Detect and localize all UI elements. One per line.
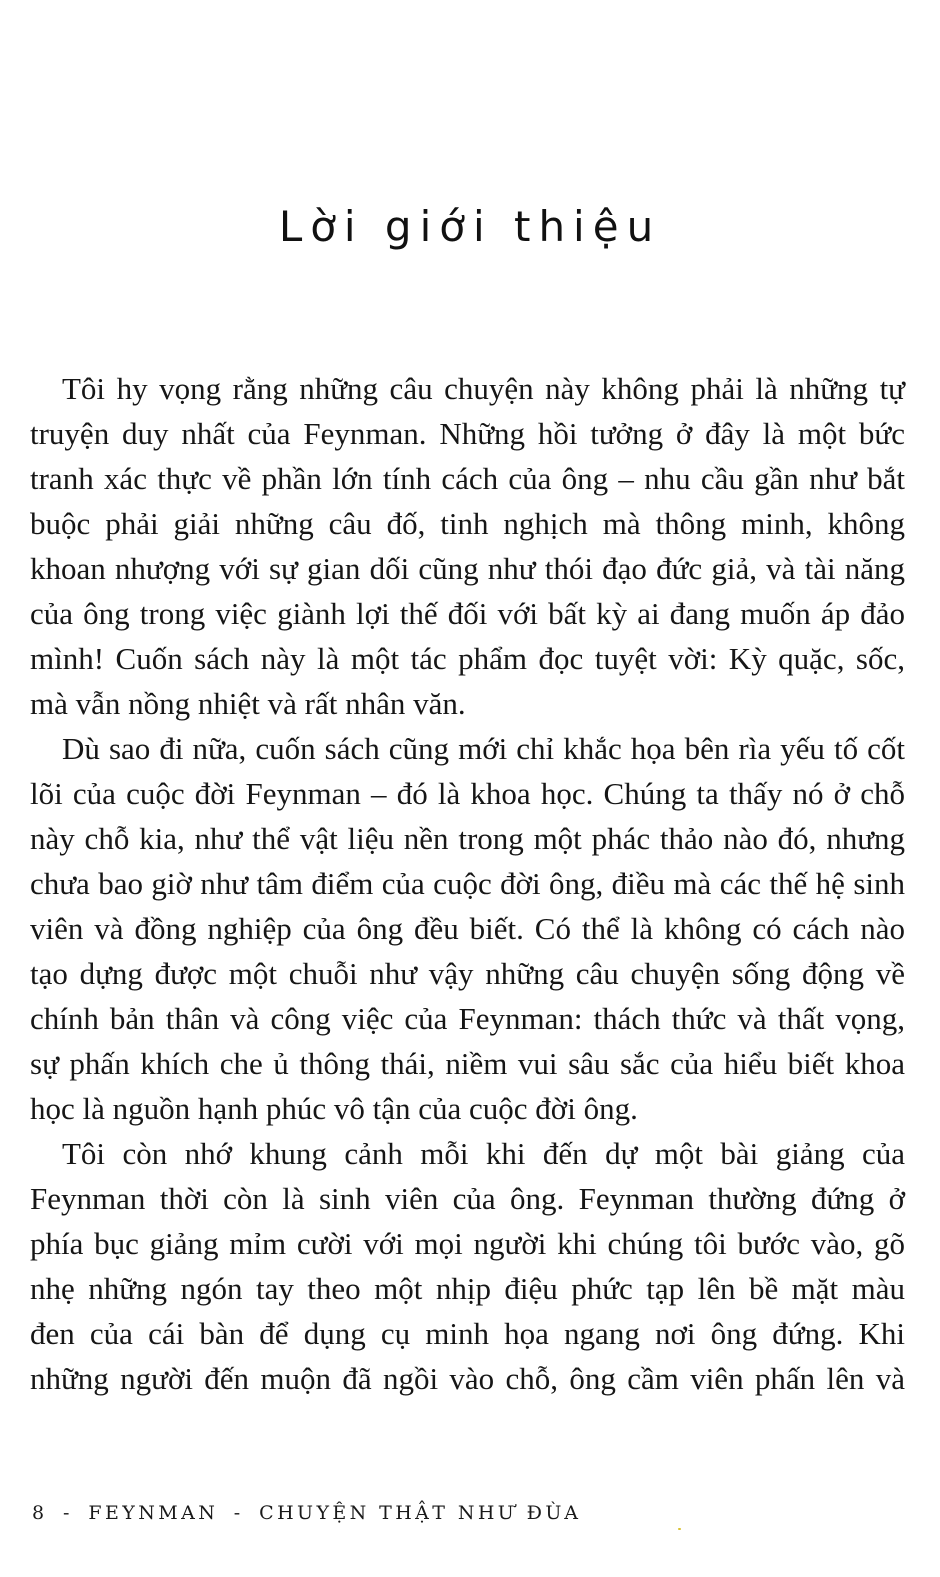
paragraph-line: mình! Cuốn sách này là một tác phẩm đọc tuyệt vời: Kỳ quặc, sốc, bbox=[30, 641, 905, 676]
scan-speck bbox=[678, 1528, 681, 1530]
paragraph-line: Dù sao đi nữa, cuốn sách cũng mới chỉ khắc họa bên rìa yếu tố cốt bbox=[62, 731, 905, 766]
book-title: FEYNMAN bbox=[88, 1502, 219, 1524]
paragraph-line: lõi của cuộc đời Feynman – đó là khoa học. Chúng ta thấy nó ở chỗ bbox=[30, 776, 905, 811]
body-text bbox=[30, 366, 905, 1401]
running-footer bbox=[32, 1502, 581, 1524]
paragraph-line: tạo dựng được một chuỗi như vậy những câu chuyện sống động về bbox=[30, 956, 905, 991]
paragraph-line: Tôi còn nhớ khung cảnh mỗi khi đến dự một bài giảng của bbox=[62, 1136, 905, 1171]
paragraph-line: phía bục giảng mỉm cười với mọi người khi chúng tôi bước vào, gõ bbox=[30, 1226, 905, 1261]
paragraph-2 bbox=[30, 726, 905, 1131]
paragraph-3 bbox=[30, 1131, 905, 1401]
paragraph-line: truyện duy nhất của Feynman. Những hồi tưởng ở đây là một bức bbox=[30, 416, 905, 451]
book-subtitle: CHUYỆN THẬT NHƯ ĐÙA bbox=[259, 1502, 582, 1524]
chapter-title: Lời giới thiệu bbox=[278, 202, 662, 251]
paragraph-line: tranh xác thực về phần lớn tính cách của ông – nhu cầu gần như bắt bbox=[30, 461, 905, 496]
paragraph-line: này chỗ kia, như thể vật liệu nền trong một phác thảo nào đó, nhưng bbox=[30, 821, 905, 856]
paragraph-line: những người đến muộn đã ngồi vào chỗ, ông cầm viên phấn lên và bbox=[30, 1361, 905, 1396]
paragraph-line: chính bản thân và công việc của Feynman: thách thức và thất vọng, bbox=[30, 1001, 905, 1036]
paragraph-line: sự phấn khích che ủ thông thái, niềm vui sâu sắc của hiểu biết khoa bbox=[30, 1046, 905, 1081]
page-number: 8 bbox=[32, 1502, 48, 1524]
paragraph-line: khoan nhượng với sự gian dối cũng như thói đạo đức giả, và tài năng bbox=[30, 551, 905, 586]
paragraph-line: buộc phải giải những câu đố, tinh nghịch mà thông minh, không bbox=[30, 506, 905, 541]
paragraph-line: mà vẫn nồng nhiệt và rất nhân văn. bbox=[30, 686, 466, 721]
paragraph-line: Tôi hy vọng rằng những câu chuyện này không phải là những tự bbox=[62, 371, 905, 406]
paragraph-line: của ông trong việc giành lợi thế đối với bất kỳ ai đang muốn áp đảo bbox=[30, 596, 905, 631]
paragraph-line: viên và đồng nghiệp của ông đều biết. Có thể là không có cách nào bbox=[30, 911, 905, 946]
paragraph-line: Feynman thời còn là sinh viên của ông. Feynman thường đứng ở bbox=[30, 1181, 905, 1216]
paragraph-line: chưa bao giờ như tâm điểm của cuộc đời ông, điều mà các thế hệ sinh bbox=[30, 866, 905, 901]
paragraph-line: học là nguồn hạnh phúc vô tận của cuộc đời ông. bbox=[30, 1091, 638, 1126]
paragraph-1 bbox=[30, 366, 905, 726]
footer-separator: - bbox=[63, 1502, 73, 1524]
paragraph-line: đen của cái bàn để dụng cụ minh họa ngang nơi ông đứng. Khi bbox=[30, 1316, 905, 1351]
paragraph-line: nhẹ những ngón tay theo một nhịp điệu phức tạp lên bề mặt màu bbox=[30, 1271, 905, 1306]
footer-separator: - bbox=[233, 1502, 244, 1524]
